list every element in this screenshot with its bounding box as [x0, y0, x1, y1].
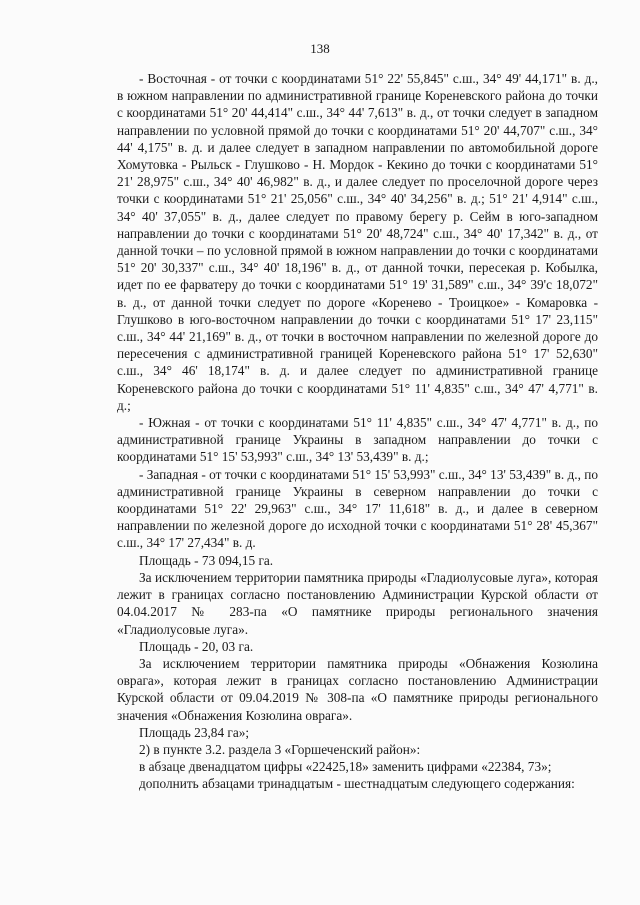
document-body [117, 70, 598, 793]
paragraph-area-total: Площадь - 73 094,15 га. [139, 552, 274, 568]
paragraph-add-paragraphs: дополнить абзацами тринадцатым - шестнадцатым следующего содержания: [139, 776, 575, 792]
paragraph-western-boundary: - Западная - от точки с координатами 51° 15' 53,993" с.ш., 34° 13' 53,439" в. д., по административной границе Украины в северном направлении до точки с координатами 51° 22' 29,963" с.ш., 34° 17' 11,618" в. д., и далее в северном направлении по железной дороге до исходной точки с координатами 51° 28' 45,367" с.ш., 34° 17' 27,434" в. д. [117, 466, 598, 551]
paragraph-replace-figures: в абзаце двенадцатом цифры «22425,18» заменить цифрами «22384, 73»; [139, 759, 552, 775]
paragraph-eastern-boundary: - Восточная - от точки с координатами 51° 22' 55,845" с.ш., 34° 49' 44,171" в. д., в южном направлении по административной границе Кореневского района до точки с координатами 51° 20' 44,414" с.ш., 34° 44' 7,613" в. д., от точки следует в западном направлении по условной прямой до точки с координатами 51° 20' 44,707" с.ш., 34° 44' 4,175" в. д. и далее следует в западном направлении по автомобильной дороге Хомутовка - Рыльск - Глушково - Н. Мордок - Кекино до точки с координатами 51° 21' 28,975" с.ш., 34° 40' 46,982" в. д., и далее следует по проселочной дороге через точки с координатами 51° 21' 25,056" с.ш., 34° 40' 34,256" в. д.; 51° 21' 4,914" с.ш., 34° 40' 37,055" в. д., далее следует по правому берегу р. Сейм в юго-западном направлении до точки с координатами 51° 20' 48,724" с.ш., 34° 40' 17,342" в. д., от данной точки – по условной прямой в южном направлении до точки с координатами 51° 20' 30,337" с.ш., 34° 40' 18,196" в. д., от данной точки, пересекая р. Кобылка, идет по ее фарватеру до точки с координатами 51° 19' 31,589" с.ш., 34° 39'с 18,072" в. д., от данной точки следует по дороге «Коренево - Троицкое» - Комаровка - Глушково в юго-восточном направлении до точки с координатами 51° 17' 23,115" с.ш., 34° 44' 21,169" в. д., от точки в восточном направлении по железной дороге до пересечения с административной границей Кореневского района 51° 17' 52,630" с.ш., 34° 46' 18,174" в. д. и далее следует по административной границе Кореневского района до точки с координатами 51° 11' 4,835" с.ш., 34° 47' 4,771" в. д.; [117, 71, 598, 413]
paragraph-southern-boundary: - Южная - от точки с координатами 51° 11' 4,835" с.ш., 34° 47' 4,771" в. д., по административной границе Украины в западном направлении до точки с координатами 51° 15' 53,993" с.ш., 34° 13' 53,439" в. д.; [117, 415, 598, 465]
page-number: 138 [310, 41, 330, 56]
paragraph-exclusion-kozyulin: За исключением территории памятника природы «Обнажения Козюлина оврага», которая лежит в границах согласно постановлению Администрации Курской области от 09.04.2019 № 308-па «О памятнике природы регионального значения «Обнажения Козюлина оврага». [117, 655, 598, 723]
paragraph-item-2: 2) в пункте 3.2. раздела 3 «Горшеченский район»: [139, 741, 421, 757]
paragraph-area-kozyulin: Площадь 23,84 га»; [139, 724, 250, 740]
paragraph-exclusion-gladiolus: За исключением территории памятника природы «Гладиолусовые луга», которая лежит в границах согласно постановлению Администрации Курской области от 04.04.2017 № 283-па «О памятнике природы регионального значения «Гладиолусовые луга». [117, 569, 598, 637]
paragraph-area-gladiolus: Площадь - 20, 03 га. [139, 638, 254, 654]
